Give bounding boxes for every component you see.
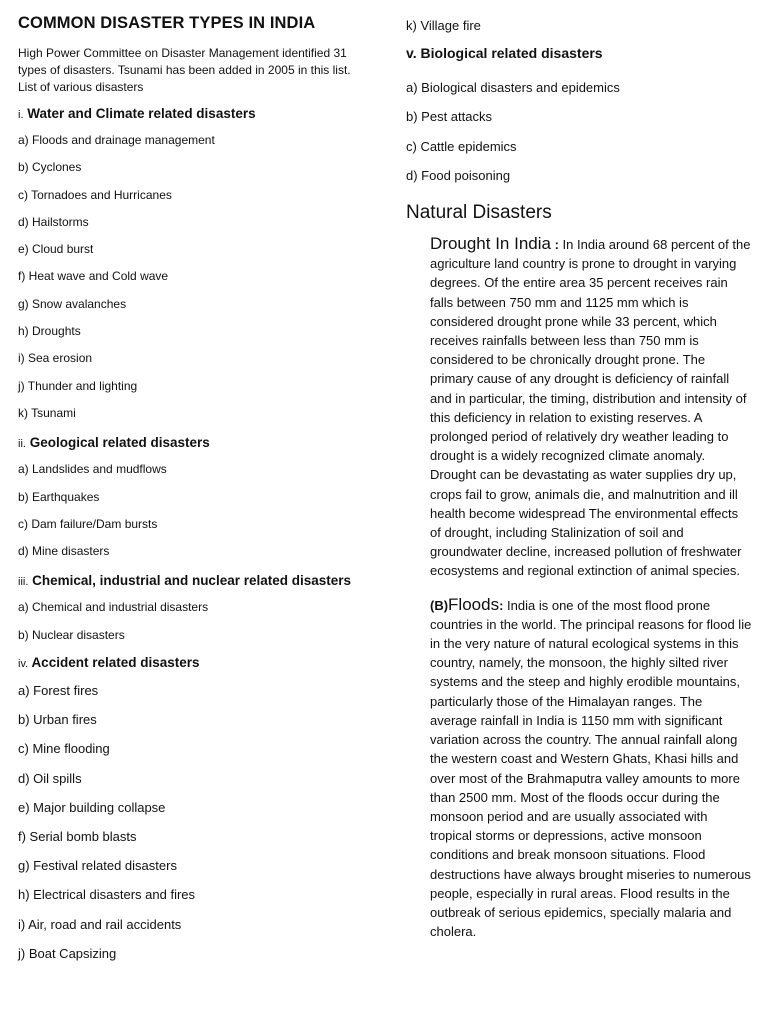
- list-item: c) Mine flooding: [18, 741, 110, 757]
- list-item: c) Tornadoes and Hurricanes: [18, 187, 172, 202]
- section-number: i.: [18, 109, 24, 121]
- section-heading-geological: [18, 431, 368, 456]
- floods-separator: :: [499, 597, 508, 613]
- list-item: j) Boat Capsizing: [18, 945, 117, 961]
- list-item: b) Urban fires: [18, 712, 97, 728]
- floods-paragraph: [430, 595, 752, 942]
- list-item: d) Hailstorms: [18, 214, 89, 229]
- drought-text: In India around 68 percent of the agriculture land country is prone to drought in varying degrees. Of the entire area 35 percent receives rain falls between 750 mm and 1125 mm which is considered drought prone while 33 percent, which receives rainfalls between less than 750 mm is considered to be chronically drought prone. The primary cause of any drought is deficiency of rainfall and in particular, the timing, distribution and intensity of this deficiency in relation to existing reserves. A prolonged period of relatively dry weather leading to drought is a widely recognized climate anomaly. Drought can be devastating as water supplies dry up, crops fail to grow, animals die, and malnutrition and ill health become widespread The environmental effects of drought, including Stalinization of soil and groundwater decline, increased pollution of freshwater ecosystems and regional extinction of animal species.: [430, 237, 751, 579]
- section-title: Water and Climate related disasters: [27, 106, 256, 121]
- list-item: e) Major building collapse: [18, 799, 166, 815]
- list-item: a) Floods and drainage management: [18, 133, 215, 147]
- drought-heading: Drought In India: [430, 234, 551, 254]
- list-item: a) Biological disasters and epidemics: [406, 80, 620, 96]
- list-item: g) Festival related disasters: [18, 858, 177, 874]
- list-item: i) Air, road and rail accidents: [18, 916, 182, 932]
- list-item: h) Droughts: [18, 324, 81, 339]
- list-item: d) Food poisoning: [406, 167, 511, 183]
- list-item: d) Mine disasters: [18, 544, 110, 559]
- section-title: Accident related disasters: [31, 655, 200, 671]
- list-item: h) Electrical disasters and fires: [18, 887, 196, 903]
- list-biological: [406, 73, 752, 190]
- floods-text: India is one of the most flood prone countries in the world. The principal reasons for flood lie in the very nature of natural ecological systems in this country, namely, the monsoon, the highly silted river systems and the steep and highly erodible mountains, particularly those of the Himalayan ranges. The average rainfall in India is 1150 mm with significant variation across the country. The annual rainfall along the western coast and Western Ghats, Khasi hills and over most of the Brahmaputra valley amounts to more than 2500 mm. Most of the floods occur during the monsoon period and are usually associated with tropical storms or depressions, active monsoon conditions and break monsoon situations. Flood destructions have always brought miseries to numerous people, especially in rural areas. Flood results in the outbreak of serious epidemics, specially malaria and cholera.: [430, 597, 752, 940]
- list-chemical: [18, 594, 368, 649]
- list-item: f) Serial bomb blasts: [18, 829, 137, 845]
- list-item: e) Cloud burst: [18, 242, 94, 257]
- list-item: a) Chemical and industrial disasters: [18, 600, 209, 615]
- drought-separator: :: [550, 237, 563, 253]
- list-water-climate: [18, 127, 368, 427]
- section-heading-water-climate: [18, 102, 368, 127]
- list-item: c) Dam failure/Dam bursts: [18, 516, 158, 531]
- section-title: Chemical, industrial and nuclear related disasters: [32, 573, 352, 589]
- list-accident: [18, 676, 368, 968]
- floods-label: (B): [430, 597, 449, 613]
- list-item: b) Cyclones: [18, 160, 82, 175]
- drought-paragraph: [430, 234, 752, 581]
- right-column: [406, 14, 752, 941]
- section-number: iv.: [18, 658, 29, 671]
- intro-paragraph: High Power Committee on Disaster Management identified 31 types of disasters. Tsunami has been added in 2005 in this list. List of various disasters: [18, 46, 351, 94]
- list-item: c) Cattle epidemics: [406, 138, 517, 154]
- list-item: i) Sea erosion: [18, 351, 93, 366]
- section-number: iii.: [18, 576, 29, 589]
- document-title: COMMON DISASTER TYPES IN INDIA: [18, 14, 316, 32]
- list-item: k) Tsunami: [18, 405, 76, 420]
- list-item: b) Pest attacks: [406, 109, 492, 125]
- left-column: [18, 14, 368, 968]
- section-heading-accident: [18, 651, 368, 676]
- section-heading-chemical: [18, 569, 368, 594]
- section-number: ii.: [18, 438, 26, 451]
- natural-disasters-heading: Natural Disasters: [406, 202, 552, 224]
- list-item: a) Landslides and mudflows: [18, 462, 167, 477]
- list-item: d) Oil spills: [18, 770, 82, 786]
- list-item: a) Forest fires: [18, 683, 99, 699]
- list-geological: [18, 456, 368, 565]
- list-item: k) Village fire: [406, 18, 481, 33]
- list-item: b) Earthquakes: [18, 489, 100, 504]
- list-item: j) Thunder and lighting: [18, 378, 138, 393]
- paragraph-spacer: [406, 581, 752, 595]
- section-heading-biological: v. Biological related disasters: [406, 45, 603, 62]
- list-item: g) Snow avalanches: [18, 296, 127, 311]
- list-item: f) Heat wave and Cold wave: [18, 269, 169, 284]
- section-title: Geological related disasters: [29, 435, 210, 451]
- floods-heading: Floods: [448, 594, 500, 614]
- list-item: b) Nuclear disasters: [18, 627, 125, 642]
